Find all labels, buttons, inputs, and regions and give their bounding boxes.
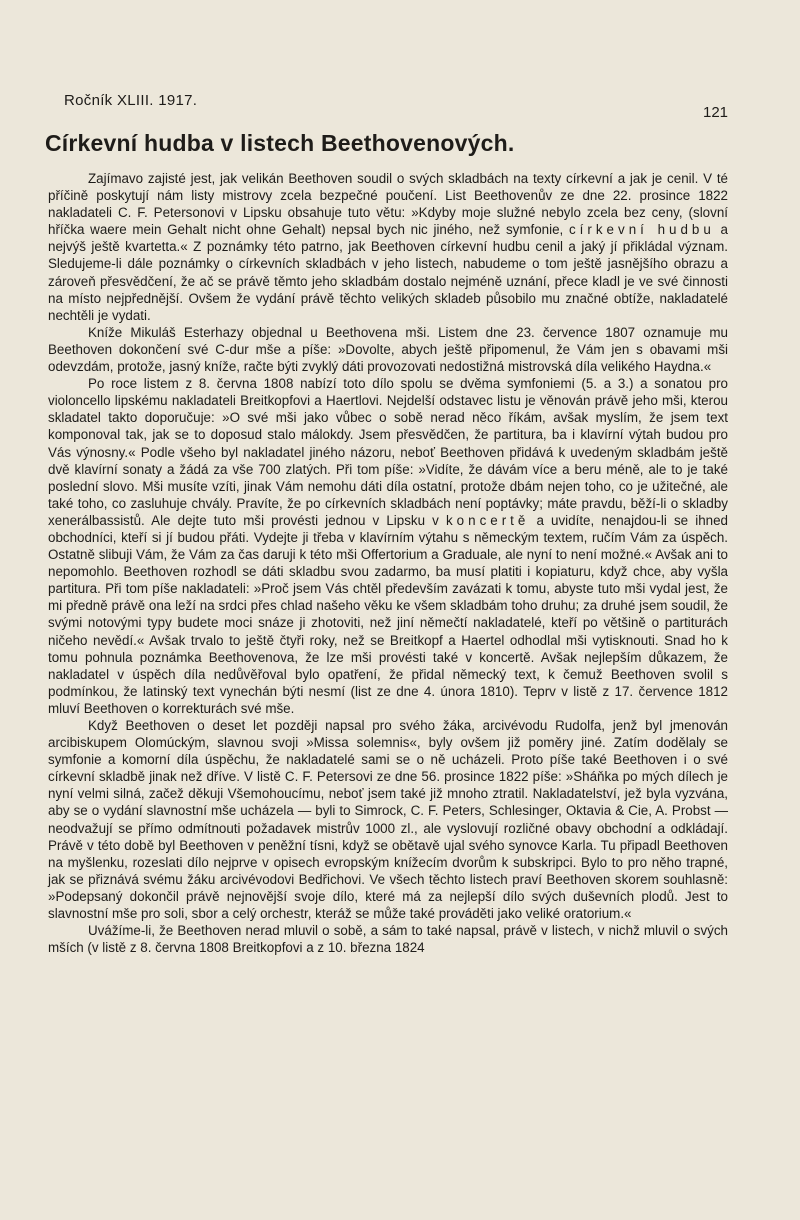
paragraph-text: Uvážíme-li, že Beethoven nerad mluvil o sobě, a sám to také napsal, právě v listech, v nichž mluvil o svých mších (v listě z 8. června 1808 Breitkopfovi a z 10. března 1824 — [48, 923, 728, 956]
page-number: 121 — [703, 104, 729, 121]
running-head: Ročník XLIII. 1917. — [64, 92, 198, 109]
emphasized-text: koncertě — [445, 512, 530, 528]
paragraph-1 — [48, 170, 728, 324]
paragraph-text: Zajímavo zajisté jest, jak velikán Beethoven soudil o svých skladbách na texty církevní a jak je cenil. V té příčině poskytují nám listy mistrovy zcela bezpečné poučení. List Beethovenův ze dne 22. prosince 1822 nakladateli C. F. Petersonovi v Lipsku obsahuje tuto větu: »Kdyby moje služné nebylo zcela bez ceny, (slovní hříčka waere mein Gehalt nicht ohne Gehalt) nepsal bych nic jiného, než symfonie, — [48, 171, 728, 238]
article-title: Církevní hudba v listech Beethovenových. — [45, 130, 515, 156]
paragraph-text: a nejvýš ještě kvartetta.« Z poznámky této patrno, jak Beethoven církevní hudbu cenil a jaký jí přikládal význam. Sledujeme-li dále poznámky o církevních skladbách v jeho listech, nabudeme o tom ještě jasnějšího obrazu a zároveň přesvědčení, že ač se právě těmto jeho skladbám dostalo nejméně uznání, přece kladl je ve své činnosti na místo nejpřednější. Ovšem že vydání právě těchto velikých skladeb působilo mu značné obtíže, nakladatelé nechtěli je vydati. — [48, 222, 728, 323]
article-body — [48, 170, 728, 956]
paragraph-text: Když Beethoven o deset let později napsal pro svého žáka, arcivévodu Rudolfa, jenž byl jmenován arcibiskupem Olomúckým, slavnou svoji »Missa solemnis«, byly ovšem již poměry jiné. Zatím dodělaly se symfonie a komorní díla úspěchu, že nakladatelé sami se o ně ucházeli. Proto píše také Beethoven i o své církevní skladbě jinak než dříve. V listě C. F. Petersovi ze dne 56. prosince 1822 píše: »Sháňka po mých dílech je nyní velmi silná, začež děkuji Všemohoucímu, neboť jsem také již mnoho ztratil. Nakladatelství, jež byla vyzvána, aby se o vydání slavnostní mše ucházela — byli to Simrock, C. F. Peters, Schlesinger, Oktavia & Cie, A. Probst — neodvažují se přímo odmítnouti požadavek mistrův 1000 zl., ale vyslovují rozličné obavy obchodní a odkládají. Právě v této době byl Beethoven v peněžní tísni, když se obětavě ujal svého synovce Karla. Tu připadl Beethoven na myšlenku, rozeslati dílo nejprve v opisech evropským knížecím dvorům k subskripci. Bylo to pro něho trapné, jak se přiznává svému žáku arcivévodovi Bedřichovi. Ve všech těchto listech praví Beethoven skorem souhlasně: »Podepsaný dokončil právě nejnovější svoje dílo, které má za nejlepší dílo svých duševních plodů. Jest to slavnostní mše pro soli, sbor a celý orchestr, kteráž se může také prováděti jako veliké oratorium.« — [48, 718, 728, 922]
paragraph-2 — [48, 324, 728, 375]
emphasized-text: církevní hudbu — [568, 222, 715, 238]
paragraph-text: Kníže Mikuláš Esterhazy objednal u Beethovena mši. Listem dne 23. července 1807 oznamuje mu Beethoven dokončení své C-dur mše a píše: »Dovolte, abych ještě připomenul, že Vám jen s obavami mši odevzdám, protože, jasný kníže, račte býti zvyklý dáti provozovati nedostižná mistrovská díla velikého Haydna.« — [48, 324, 728, 375]
paragraph-4 — [48, 717, 728, 922]
paragraph-5 — [48, 922, 728, 956]
paragraph-3 — [48, 375, 728, 717]
paragraph-text: a uvidíte, nenajdou-li se ihned obchodníci, kteří si jí budou přáti. Vydejte ji třeba v klavírním výtahu s německým textem, ručím Vám za úspěch. Ostatně slibuji Vám, že Vám za čas daruji k této mši Offertorium a Graduale, ale nyní to není možné.« Avšak ani to nepomohlo. Beethoven rozhodl se dáti skladbu svou zadarmo, ba musí platiti i kopiaturu, když chce, aby vyšla partitura. Při tom píše nakladateli: »Proč jsem Vás chtěl především zavázati k tomu, abyste tuto mši vydal jest, že mi předně právě ona leží na srdci přes chlad našeho věku ke všem skladbám toho druhu; za druhé jsem soudil, že svými notovými typy budete moci snáze ji zhotoviti, než jiní němečtí nakladatelé, kteří po většině o partiturách ničeho nevědí.« Avšak trvalo to ještě čtyři roky, než se Breitkopf a Haertel odhodlal mši vytisknouti. Snad ho k tomu pohnula poznámka Beethovenova, že lze mši provésti také v koncertě. Avšak nejlepším důkazem, že nakladatel v úspěch díla nedůvěřoval bylo opatření, že přidal německý text, k čemuž Beethoven svolil s podmínkou, že latinský text vynechán býti nesmí (list ze dne 4. února 1810). Teprv v listě z 17. července 1812 mluví Beethoven o korrekturách své mše. — [48, 512, 728, 716]
paragraph-text: Po roce listem z 8. června 1808 nabízí toto dílo spolu se dvěma symfoniemi (5. a 3.) a sonatou pro violoncello lipskému nakladateli Breitkopfovi a Haertlovi. Nejdelší odstavec listu je věnován právě jeho mši, kterou skladatel takto doporučuje: »O své mši jako vůbec o sobě nerad něco říkám, avšak myslím, že jsem text komponoval tak, jak se to doposud stalo málokdy. Jsem přesvědčen, že partitura, ba i klavírní výtah budou pro Vás výnosny.« Podle všeho byl nakladatel jiného názoru, neboť Beethoven přidává k uvedeným skladbám ještě dvě klavírní sonaty a žádá za vše 700 zlatých. Při tom píše: »Vidíte, že dávám více a beru méně, ale to je také poslední slovo. Mši musíte vzíti, jinak Vám nemohu dáti díla ostatní, protože dbám nejen toho, co je užitečné, ale také toho, co zasluhuje chvály. Pravíte, že po církevních skladbách není poptávky; máte pravdu, běží-li o skladby xenerálbassistů. Ale dejte tuto mši provésti jednou v Lipsku v — [48, 376, 728, 528]
